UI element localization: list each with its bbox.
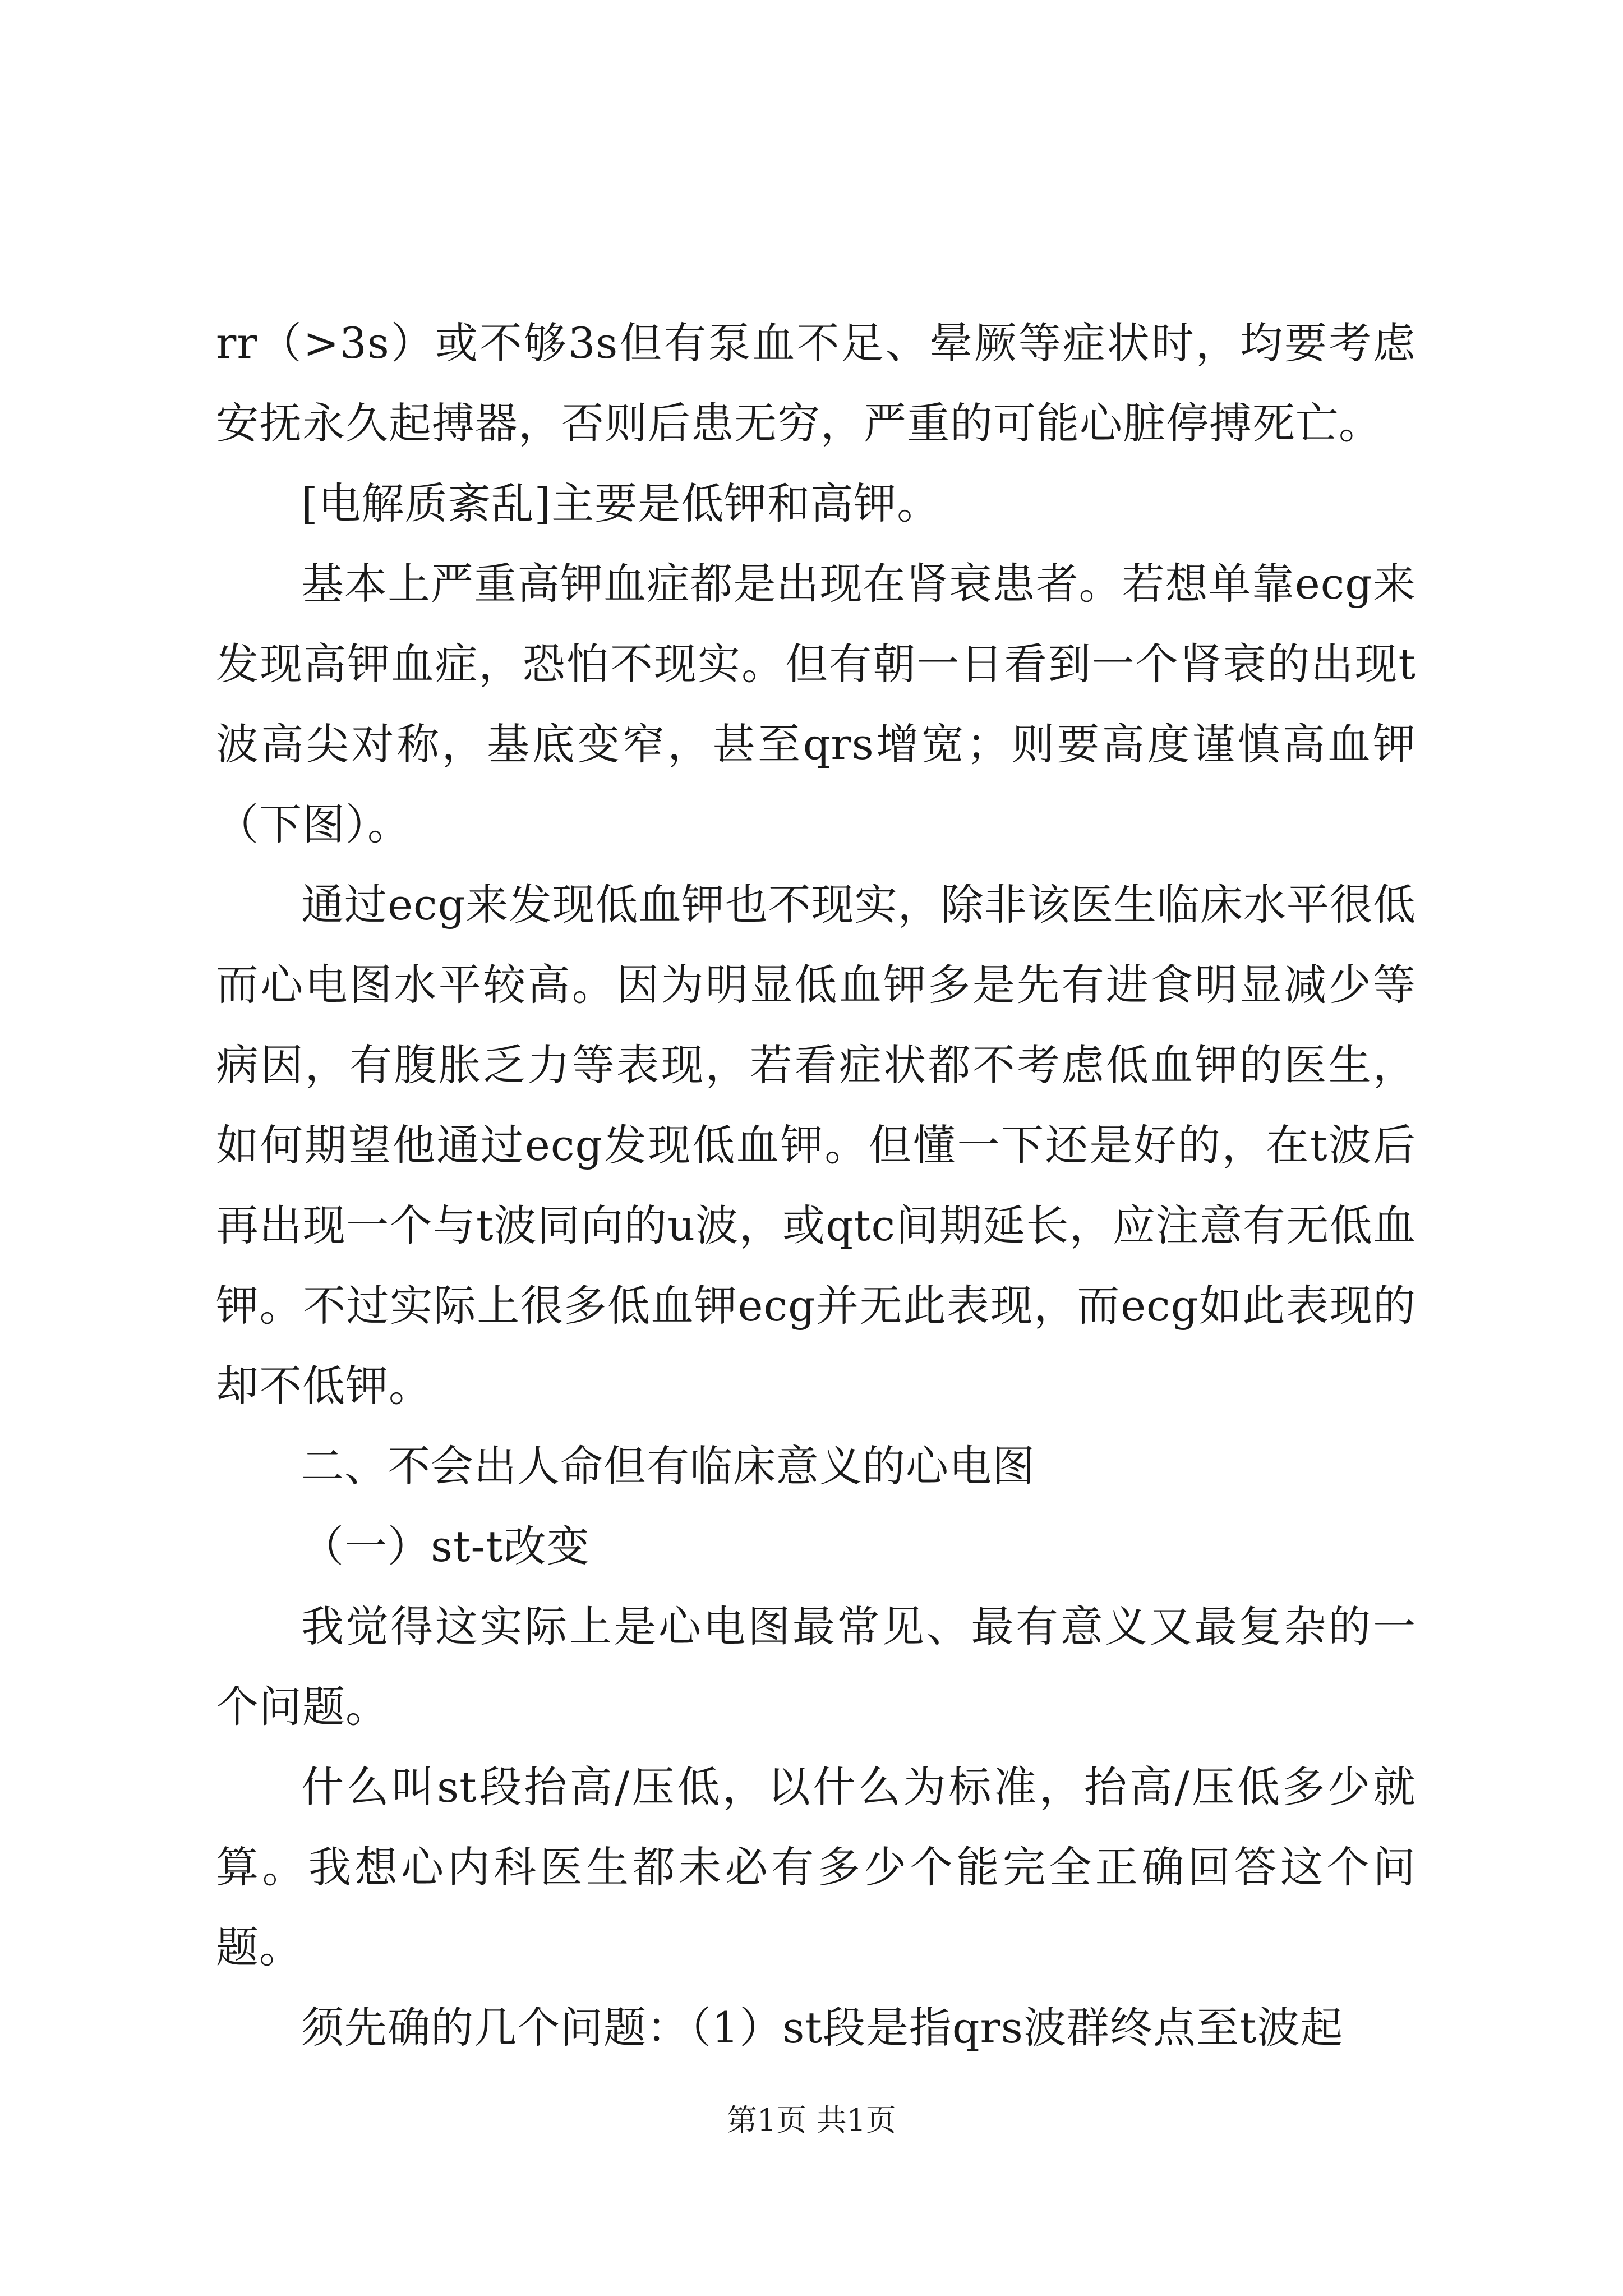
subsection-heading-st-t: （一）st-t改变 bbox=[301, 1521, 590, 1571]
paragraph-st-questions: 须先确的几个问题：（1）st段是指qrs波群终点至t波起 bbox=[301, 2003, 1344, 2053]
page-footer bbox=[0, 2101, 1623, 2140]
paragraph-hypokalemia: 通过ecg来发现低血钾也不现实，除非该医生临床水平很低而心电图水平较高。因为明显低血钾多是先有进食明显减少等病因，有腹胀乏力等表现，若看症状都不考虑低血钾的医生，如何期望他通过ecg发现低血钾。但懂一下还是好的，在t波后再出现一个与t波同向的u波，或qtc间期延长，应注意有无低血钾。不过实际上很多低血钾ecg并无此表现，而ecg如此表现的却不低钾。 bbox=[216, 880, 1416, 1411]
section-heading-clinical-ecg: 二、不会出人命但有临床意义的心电图 bbox=[301, 1441, 1035, 1491]
page-number-label: 第1页 共1页 bbox=[727, 2102, 896, 2138]
paragraph-hyperkalemia: 基本上严重高钾血症都是出现在肾衰患者。若想单靠ecg来发现高钾血症，恐怕不现实。但有朝一日看到一个肾衰的出现t波高尖对称，基底变窄，甚至qrs增宽；则要高度谨慎高血钾（下图）。 bbox=[216, 559, 1416, 849]
paragraph-electrolyte-heading: [电解质紊乱]主要是低钾和高钾。 bbox=[301, 478, 940, 528]
paragraph-st-definition: 什么叫st段抬高/压低，以什么为标准，抬高/压低多少就算。我想心内科医生都未必有多少个能完全正确回答这个问题。 bbox=[216, 1762, 1416, 1972]
paragraph-st-t-intro: 我觉得这实际上是心电图最常见、最有意义又最复杂的一个问题。 bbox=[216, 1602, 1416, 1732]
paragraph-pacemaker: rr（>3s）或不够3s但有泵血不足、晕厥等症状时，均要考虑安抚永久起搏器，否则后患无穷，严重的可能心脏停搏死亡。 bbox=[216, 318, 1416, 448]
document-body bbox=[216, 303, 1416, 2068]
